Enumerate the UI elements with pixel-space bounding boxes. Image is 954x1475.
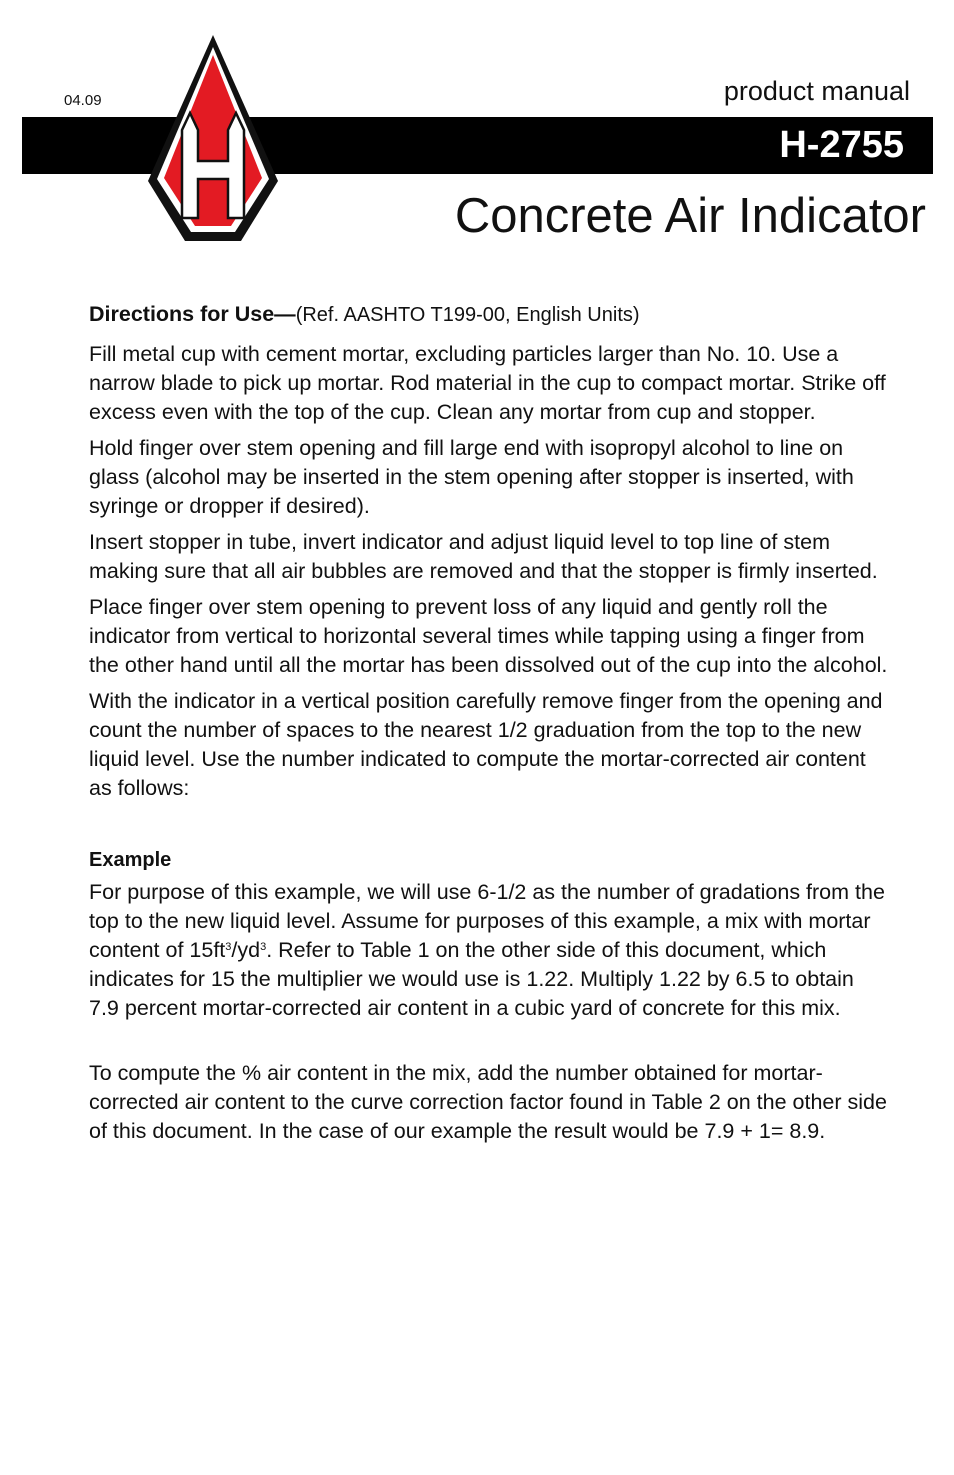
model-number: H-2755 xyxy=(779,124,904,166)
directions-reference: (Ref. AASHTO T199-00, English Units) xyxy=(295,304,640,326)
document-date: 04.09 xyxy=(64,92,102,109)
superscript: 3 xyxy=(260,941,267,953)
main-content xyxy=(89,300,889,1153)
paragraph-spacer xyxy=(89,1030,889,1059)
example-text: /yd xyxy=(231,938,261,962)
directions-paragraph: Hold finger over stem opening and fill large end with isopropyl alcohol to line on glass (alcohol may be inserted in the stem opening after stopper is inserted, with syringe or dropper if desired). xyxy=(89,436,854,518)
example-heading: Example xyxy=(89,849,172,871)
superscript: 3 xyxy=(225,941,232,953)
directions-paragraph: Insert stopper in tube, invert indicator and adjust liquid level to top line of stem making sure that all air bubbles are removed and that the stopper is firmly inserted. xyxy=(89,530,878,583)
example-paragraph: To compute the % air content in the mix, add the number obtained for mortar-corrected air content to the curve correction factor found in Table 2 on the other side of this document. In the case of our example the result would be 7.9 + 1= 8.9. xyxy=(89,1061,887,1143)
example-text: For purpose of this example, we will use 6-1/2 as the number of gradations from the top to the new liquid level. Assume for purposes of this example, a mix with mortar content of 15ft xyxy=(89,880,885,962)
company-logo xyxy=(146,33,280,243)
directions-heading-line xyxy=(89,300,889,330)
product-manual-label: product manual xyxy=(723,76,910,106)
example-text: . Refer to Table 1 on the other side of this document, which indicates for 15 the multiplier we would use is 1.22. Multiply 1.22 by 6.5 to obtain 7.9 percent mortar-corrected air content in a cubic yard of concrete for this mix. xyxy=(89,938,854,1020)
document-title: Concrete Air Indicator xyxy=(454,189,926,243)
directions-paragraph: Fill metal cup with cement mortar, excluding particles larger than No. 10. Use a narrow blade to pick up mortar. Rod material in the cup to compact mortar. Strike off excess even with the top of the cup. Clean any mortar from cup and stopper. xyxy=(89,342,886,424)
directions-paragraph: Place finger over stem opening to prevent loss of any liquid and gently roll the indicator from vertical to horizontal several times while tapping using a finger from the other hand until all the mortar has been dissolved out of the cup into the alcohol. xyxy=(89,595,888,677)
directions-paragraph: With the indicator in a vertical position carefully remove finger from the opening and count the number of spaces to the nearest 1/2 graduation from the top to the new liquid level. Use the number indicated to compute the mortar-corrected air content as follows: xyxy=(89,689,883,800)
example-paragraph xyxy=(89,878,889,1023)
directions-heading: Directions for Use— xyxy=(89,302,296,326)
